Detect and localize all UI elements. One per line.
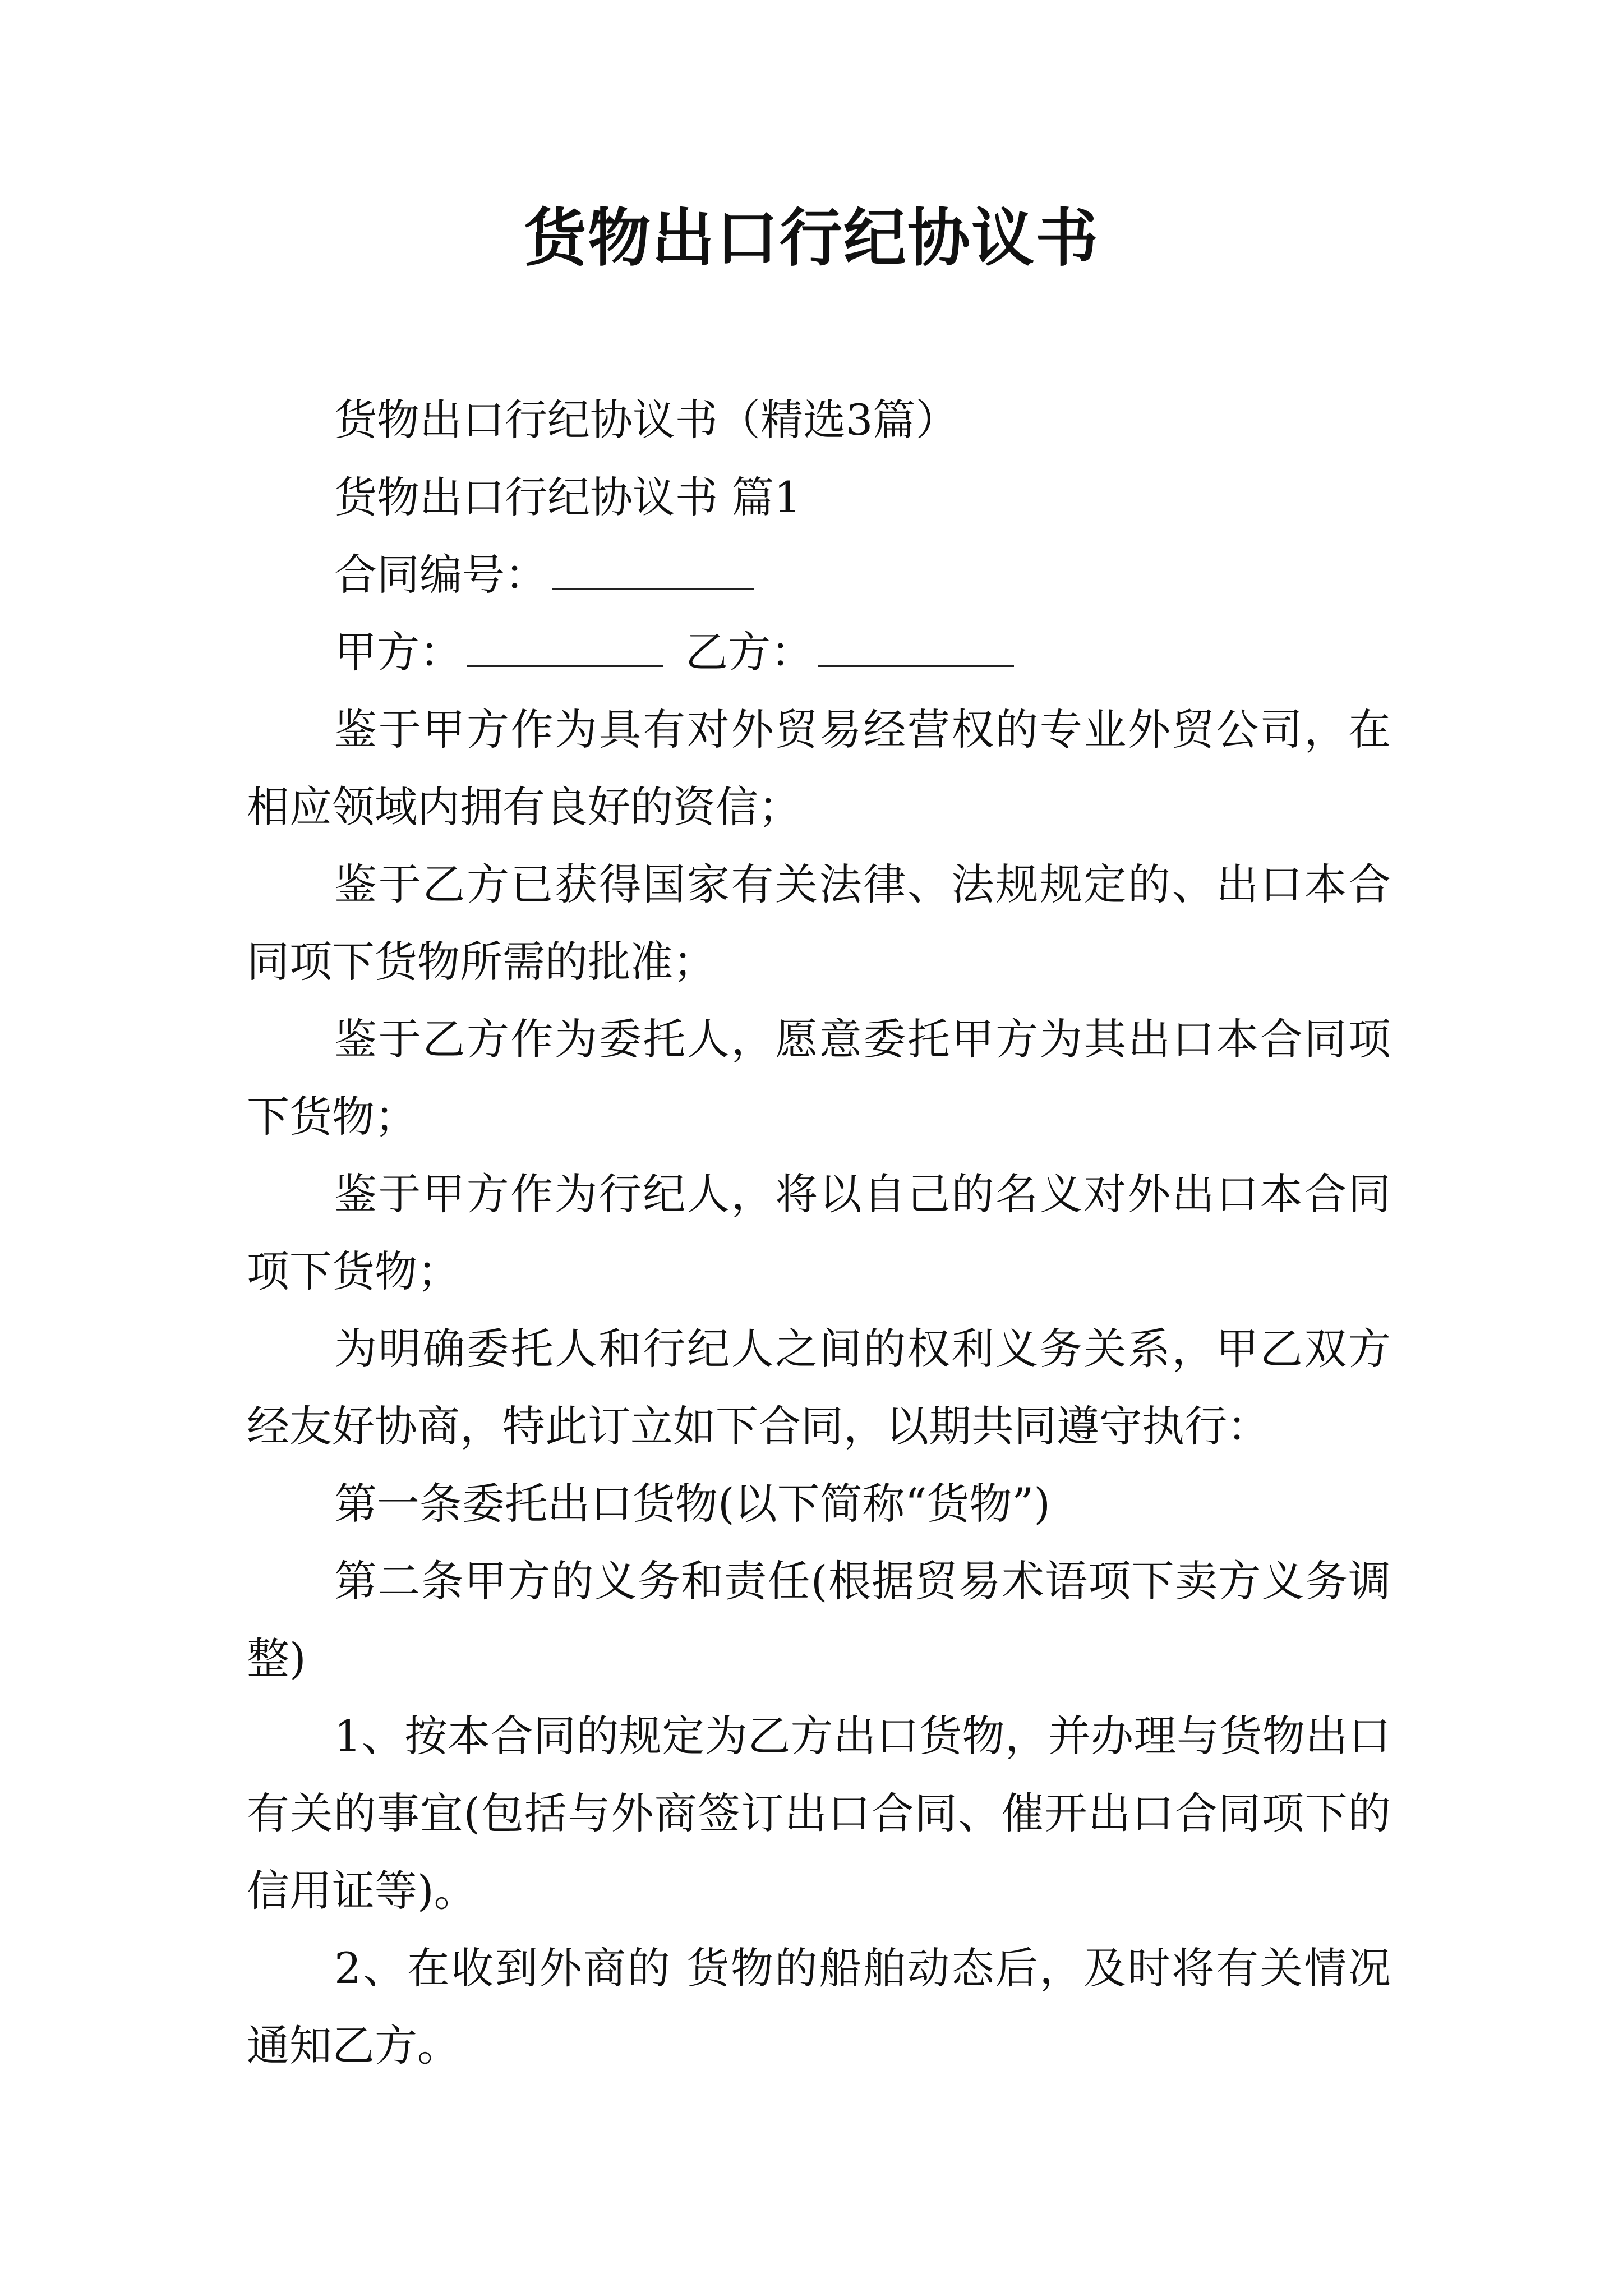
clause-item: 1、按本合同的规定为乙方出口货物，并办理与货物出口有关的事宜(包括与外商签订出口合同、催开出口合同项下的信用证等)。 bbox=[247, 1711, 1391, 1916]
paragraph: 鉴于甲方作为具有对外贸易经营权的专业外贸公司，在相应领域内拥有良好的资信； bbox=[247, 705, 1391, 832]
party-b-label: 乙方： bbox=[685, 627, 813, 677]
clause-item: 2、在收到外商的 货物的船舶动态后，及时将有关情况通知乙方。 bbox=[247, 1943, 1391, 2070]
party-b-blank bbox=[818, 626, 1014, 667]
contract-number-label: 合同编号： bbox=[334, 550, 547, 600]
document-subtitle: 货物出口行纪协议书（精选3篇） bbox=[334, 395, 958, 445]
document-title: 货物出口行纪协议书 bbox=[524, 201, 1099, 275]
paragraph: 鉴于乙方作为委托人，愿意委托甲方为其出口本合同项下货物； bbox=[247, 1014, 1391, 1142]
party-a-label: 甲方： bbox=[334, 627, 462, 677]
paragraph: 鉴于甲方作为行纪人，将以自己的名义对外出口本合同项下货物； bbox=[247, 1169, 1391, 1296]
paragraph: 为明确委托人和行纪人之间的权利义务关系，甲乙双方经友好协商，特此订立如下合同，以期共同遵守执行： bbox=[247, 1324, 1391, 1451]
document-body bbox=[247, 381, 1391, 2085]
section-heading: 货物出口行纪协议书 篇1 bbox=[334, 472, 801, 522]
article-heading: 第一条委托出口货物(以下简称“货物”) bbox=[334, 1479, 1051, 1529]
contract-number-line bbox=[247, 536, 1391, 614]
parties-line bbox=[247, 614, 1391, 691]
party-a-blank bbox=[467, 626, 663, 667]
contract-number-blank bbox=[552, 549, 754, 590]
paragraph: 鉴于乙方已获得国家有关法律、法规规定的、出口本合同项下货物所需的批准； bbox=[247, 859, 1391, 987]
article-heading: 第二条甲方的义务和责任(根据贸易术语项下卖方义务调整) bbox=[247, 1556, 1391, 1683]
